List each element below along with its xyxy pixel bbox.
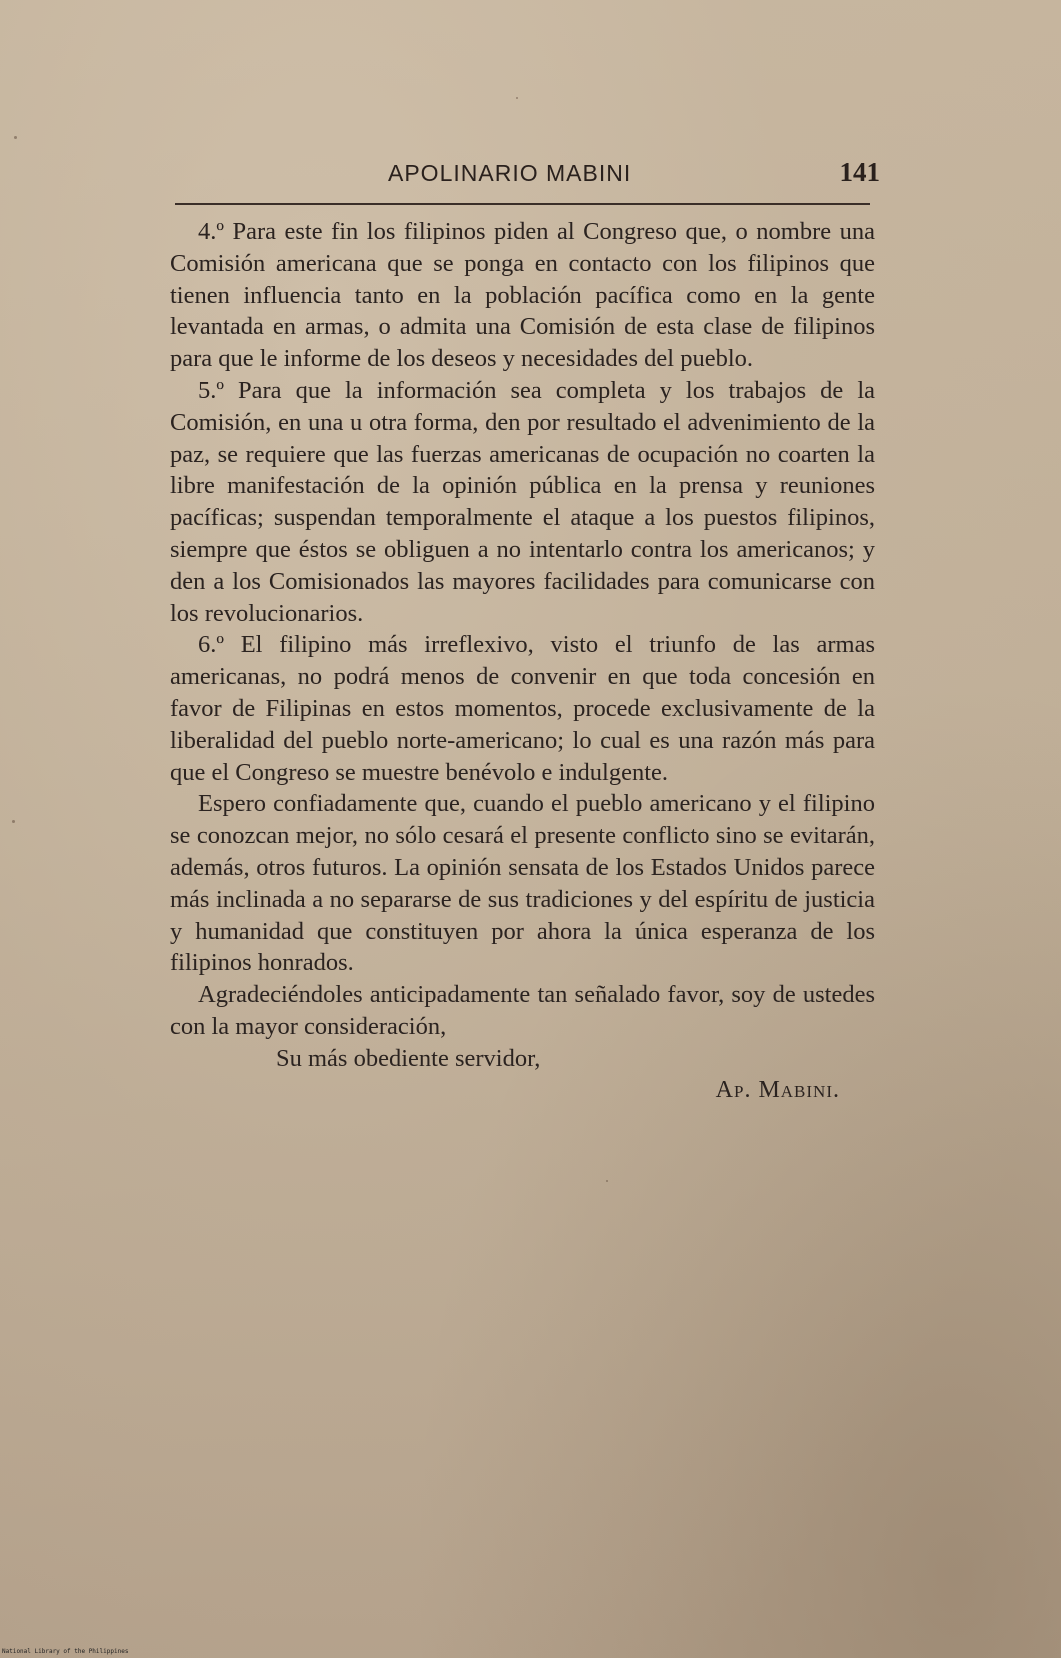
paragraph-thanks: Agradeciéndoles anticipadamente tan señalado favor, soy de ustedes con la mayor consideración, — [170, 981, 875, 1040]
paper-speck — [12, 820, 15, 823]
page-header — [170, 157, 880, 197]
header-rule — [175, 203, 870, 205]
paper-speck — [516, 97, 518, 99]
page-number: 141 — [839, 157, 880, 187]
paper-speck — [606, 1180, 608, 1182]
signature — [170, 1075, 875, 1107]
paragraph-4: 4.º Para este fin los filipinos piden al Congreso que, o nombre una Comisión americana que se ponga en contacto con los filipinos que tienen influencia tanto en la población pacífica como en la gente levantada en armas, o admita una Comisión de esta clase de filipinos para que le informe de los deseos y necesidades del pueblo. — [170, 218, 875, 373]
paragraph-6: 6.º El filipino más irreflexivo, visto el triunfo de las armas americanas, no podrá menos de convenir en que toda concesión en favor de Filipinas en estos momentos, procede exclusivamente de la liberalidad del pueblo norte-americano; lo cual es una razón más para que el Congreso se muestre benévolo e indulgente. — [170, 631, 875, 786]
signature-text: Ap. Mabini. — [715, 1076, 840, 1103]
paragraph-5: 5.º Para que la información sea completa y los trabajos de la Comisión, en una u otra forma, den por resultado el advenimiento de la paz, se requiere que las fuerzas americanas de ocupación no coarten la libre manifestación de la opinión pública en la prensa y reuniones pacíficas; suspendan temporalmente el ataque a los puestos filipinos, siempre que éstos se obliguen a no intentarlo contra los americanos; y den a los Comisionados las mayores facilidades para comunicarse con los revolucionarios. — [170, 376, 875, 627]
body-text — [170, 216, 875, 1106]
closing-line: Su más obediente servidor, — [276, 1044, 541, 1072]
running-title: APOLINARIO MABINI — [388, 160, 632, 186]
library-credit: National Library of the Philippines — [2, 1648, 129, 1655]
paragraph-hope: Espero confiadamente que, cuando el pueblo americano y el filipino se conozcan mejor, no sólo cesará el presente conflicto sino se evitarán, además, otros futuros. La opinión sensata de los Estados Unidos parece más inclinada a no separarse de sus tradiciones y del espíritu de justicia y humanidad que constituyen por ahora la única esperanza de los filipinos honrados. — [170, 790, 875, 977]
paper-speck — [14, 136, 17, 139]
